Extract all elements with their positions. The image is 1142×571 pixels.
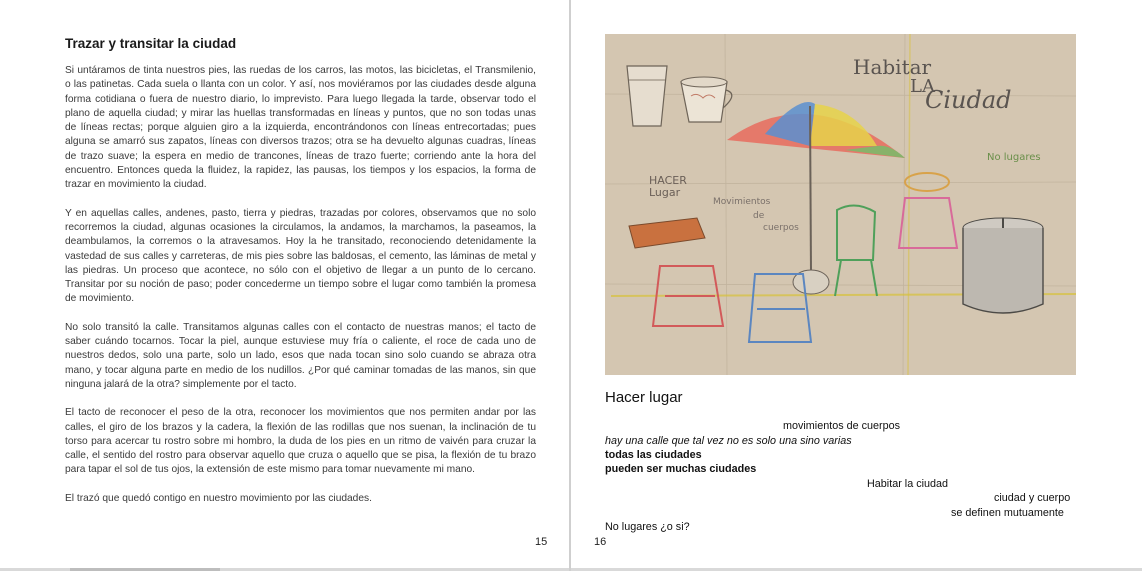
label-hacer: HACER <box>649 174 687 187</box>
label-movimientos: Movimientos <box>713 197 771 207</box>
label-habitar: Habitar <box>853 55 932 79</box>
label-lugar: Lugar <box>649 186 681 199</box>
body-text <box>65 64 536 520</box>
left-page <box>0 0 569 568</box>
poem-line: se definen mutuamente <box>951 507 1064 519</box>
poem-line: hay una calle que tal vez no es solo una sino varias <box>605 435 852 447</box>
cooking-pot-icon <box>963 218 1043 313</box>
poem-line: Habitar la ciudad <box>867 478 949 490</box>
section-title: Hacer lugar <box>605 389 683 406</box>
drawing-illustration <box>605 34 1076 375</box>
poem-line: todas las ciudades <box>605 449 702 461</box>
label-ciudad: Ciudad <box>925 86 1012 114</box>
label-cuerpos: cuerpos <box>763 223 799 233</box>
paragraph: Si untáramos de tinta nuestros pies, las ruedas de los carros, las motos, las bicicletas, el Transmilenio, o las patinetas. Cada suela o llanta con un color. Y así, nos moviéramos por las ciudades desde alguna forma cotidiana o fuera de nuestro diario, lo imprevisto. Para luego llegada la tarde, observar todo el plano de aquella ciudad; y mirar las huellas transformadas en líneas y puntos, que no son todas unas de líneas rectas; porque alguien giro a la izquierda, encontrándonos con líneas entrecortadas; pues alguna se amarró sus zapatos, líneas con diversos trazos; otra se ha devuelto algunas cuadras, líneas de trazo suave; la espera en medio de trancones, líneas de trazo fuerte; corriendo ante la hora del encuentro. Entonces queda la fluidez, la rapidez, las pausas, los tiempos y los espacios, la forma de trazar en movimiento la ciudad. <box>65 65 536 191</box>
plastic-cup-icon <box>627 66 667 126</box>
paragraph: El tacto de reconocer el peso de la otra, reconocer los movimientos que nos permiten andar por las calles, el giro de los brazos y la cadera, la flexión de las rodillas que nos suenan, la inclinación de tu torso para acercar tu rostro sobre mi hombro, la duda de los pies en un ritmo de vaivén para cruzar la calle, el sentido del rostro para observar aquello que cruza o aquello que se pisa, la flexión de tu brazo para tapar el sol de tus ojos, la extensión de este mismo para tomar nuevamente mi mano. <box>65 407 536 476</box>
drawing-svg <box>605 34 1076 375</box>
poem-line: pueden ser muchas ciudades <box>605 463 757 475</box>
poem-line: ciudad y cuerpo <box>994 492 1071 504</box>
right-page <box>571 0 1142 568</box>
paragraph: El trazó que quedó contigo en nuestro movimiento por las ciudades. <box>65 492 372 504</box>
page-number: 15 <box>535 536 548 548</box>
paragraph: No solo transitó la calle. Transitamos algunas calles con el contacto de nuestras manos; el tacto de saber cuándo tocarnos. Tocar la piel, aunque estuviese muy fría o caliente, el roce de cada uno de nuestros dedos, solo una parte, solo un lado, esos que nada tocan sino solo cuando se abraza otra mano, y tocar alguna parte en medio de los nudillos. ¿Por qué caminar tomadas de las manos, sin que ninguna jalará de la otra? simplemente por el tacto. <box>65 321 536 390</box>
poem-line: No lugares ¿o si? <box>605 521 690 533</box>
label-de: de <box>753 211 765 221</box>
label-la: LA <box>910 76 935 97</box>
page-number: 16 <box>594 536 607 548</box>
poem-line: movimientos de cuerpos <box>783 420 901 432</box>
label-no-lugares: No lugares <box>987 152 1041 163</box>
section-title: Trazar y transitar la ciudad <box>65 36 237 51</box>
paragraph: Y en aquellas calles, andenes, pasto, tierra y piedras, trazadas por colores, observamos que no solo recorremos la ciudad, algunas ocasiones la circulamos, la andamos, la marchamos, la paseamos, la deambulamos, la corremos o la atravesamos. Hoy la he transitado, reconociendo detenidamente la vastedad de sus calles y carreteras, de mis pies sobre las baldosas, el cemento, las láminas de metal y las piedras. Un proceso que acontece, no sólo con el objetivo de llegar a un punto de lo cercano. Transitar por su noción de paso; poder concederme un tiempo sobre el lugar como también la promesa de movimiento. <box>65 207 536 305</box>
